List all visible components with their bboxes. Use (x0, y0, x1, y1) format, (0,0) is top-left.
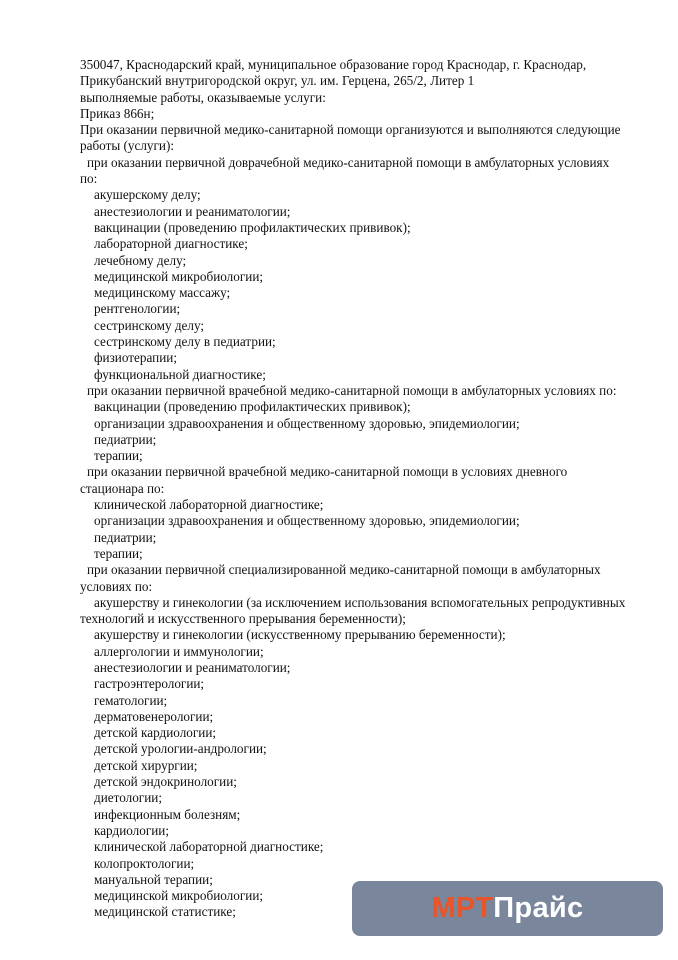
document-line: клинической лабораторной диагностике; (94, 497, 324, 513)
document-line: по: (80, 171, 98, 187)
document-line: организации здравоохранения и общественному здоровью, эпидемиологии; (94, 415, 520, 431)
document-line: медицинской микробиологии; (94, 268, 264, 284)
document-line: 350047, Краснодарский край, муниципальное образование город Краснодар, г. Краснодар, (80, 57, 587, 72)
document-line: медицинскому массажу; (94, 285, 231, 301)
document-line: лечебному делу; (94, 252, 187, 268)
document-line: физиотерапии; (94, 350, 178, 366)
document-line: акушерскому делу; (94, 187, 201, 203)
document-line: медицинской микробиологии; (94, 888, 264, 904)
document-line: акушерству и гинекологии (за исключением использования вспомогательных репродуктивных (94, 594, 626, 610)
document-line: вакцинации (проведению профилактических прививок); (94, 399, 411, 415)
document-line: детской урологии-андрологии; (94, 741, 267, 757)
document-line: акушерству и гинекологии (искусственному прерыванию беременности); (94, 627, 506, 643)
document-line: педиатрии; (94, 431, 157, 447)
document-line: кардиологии; (94, 822, 170, 838)
document-line: гастроэнтерологии; (94, 676, 205, 692)
document-line: анестезиологии и реаниматологии; (94, 203, 291, 219)
document-line: терапии; (94, 545, 143, 561)
document-line: Приказ 866н; (80, 105, 155, 121)
document-line: педиатрии; (94, 529, 157, 545)
document-text (80, 57, 650, 921)
document-line: медицинской статистике; (94, 904, 236, 920)
document-line: анестезиологии и реаниматологии; (94, 659, 291, 675)
document-line: клинической лабораторной диагностике; (94, 839, 324, 855)
document-line: организации здравоохранения и общественному здоровью, эпидемиологии; (94, 513, 520, 529)
document-line: вакцинации (проведению профилактических прививок); (94, 219, 411, 235)
document-line: диетологии; (94, 790, 162, 806)
document-line: при оказании первичной специализированной медико-санитарной помощи в амбулаторных (87, 562, 601, 578)
document-line: условиях по: (80, 578, 153, 594)
document-line: выполняемые работы, оказываемые услуги: (80, 89, 326, 105)
document-line: детской хирургии; (94, 757, 198, 773)
document-line: сестринскому делу; (94, 317, 205, 333)
document-line: лабораторной диагностике; (94, 236, 248, 252)
document-line: терапии; (94, 448, 143, 464)
document-line: работы (услуги): (80, 138, 175, 154)
document-line: гематологии; (94, 692, 168, 708)
mrtprice-watermark-logo (352, 881, 663, 936)
watermark-part-mrt: МРТ (431, 892, 494, 924)
document-line: детской кардиологии; (94, 725, 217, 741)
document-line: мануальной терапии; (94, 871, 213, 887)
document-line: детской эндокринологии; (94, 774, 237, 790)
document-line: дерматовенерологии; (94, 708, 214, 724)
document-line: сестринскому делу в педиатрии; (94, 334, 276, 350)
document-line: аллергологии и иммунологии; (94, 643, 264, 659)
document-line: при оказании первичной врачебной медико-санитарной помощи в условиях дневного (87, 464, 568, 480)
document-line: При оказании первичной медико-санитарной помощи организуются и выполняются следующие (80, 122, 621, 138)
document-line: инфекционным болезням; (94, 806, 241, 822)
document-line: технологий и искусственного прерывания беременности); (80, 611, 406, 627)
document-line: рентгенологии; (94, 301, 181, 317)
document-line: при оказании первичной врачебной медико-санитарной помощи в амбулаторных условиях по: (87, 382, 617, 398)
document-line: при оказании первичной доврачебной медико-санитарной помощи в амбулаторных условиях (87, 154, 610, 170)
document-line: функциональной диагностике; (94, 366, 266, 382)
document-line: колопроктологии; (94, 855, 195, 871)
document-line: Прикубанский внутригородской округ, ул. им. Герцена, 265/2, Литер 1 (80, 73, 475, 89)
document-line: стационара по: (80, 480, 165, 496)
watermark-part-price: Прайс (493, 892, 584, 924)
